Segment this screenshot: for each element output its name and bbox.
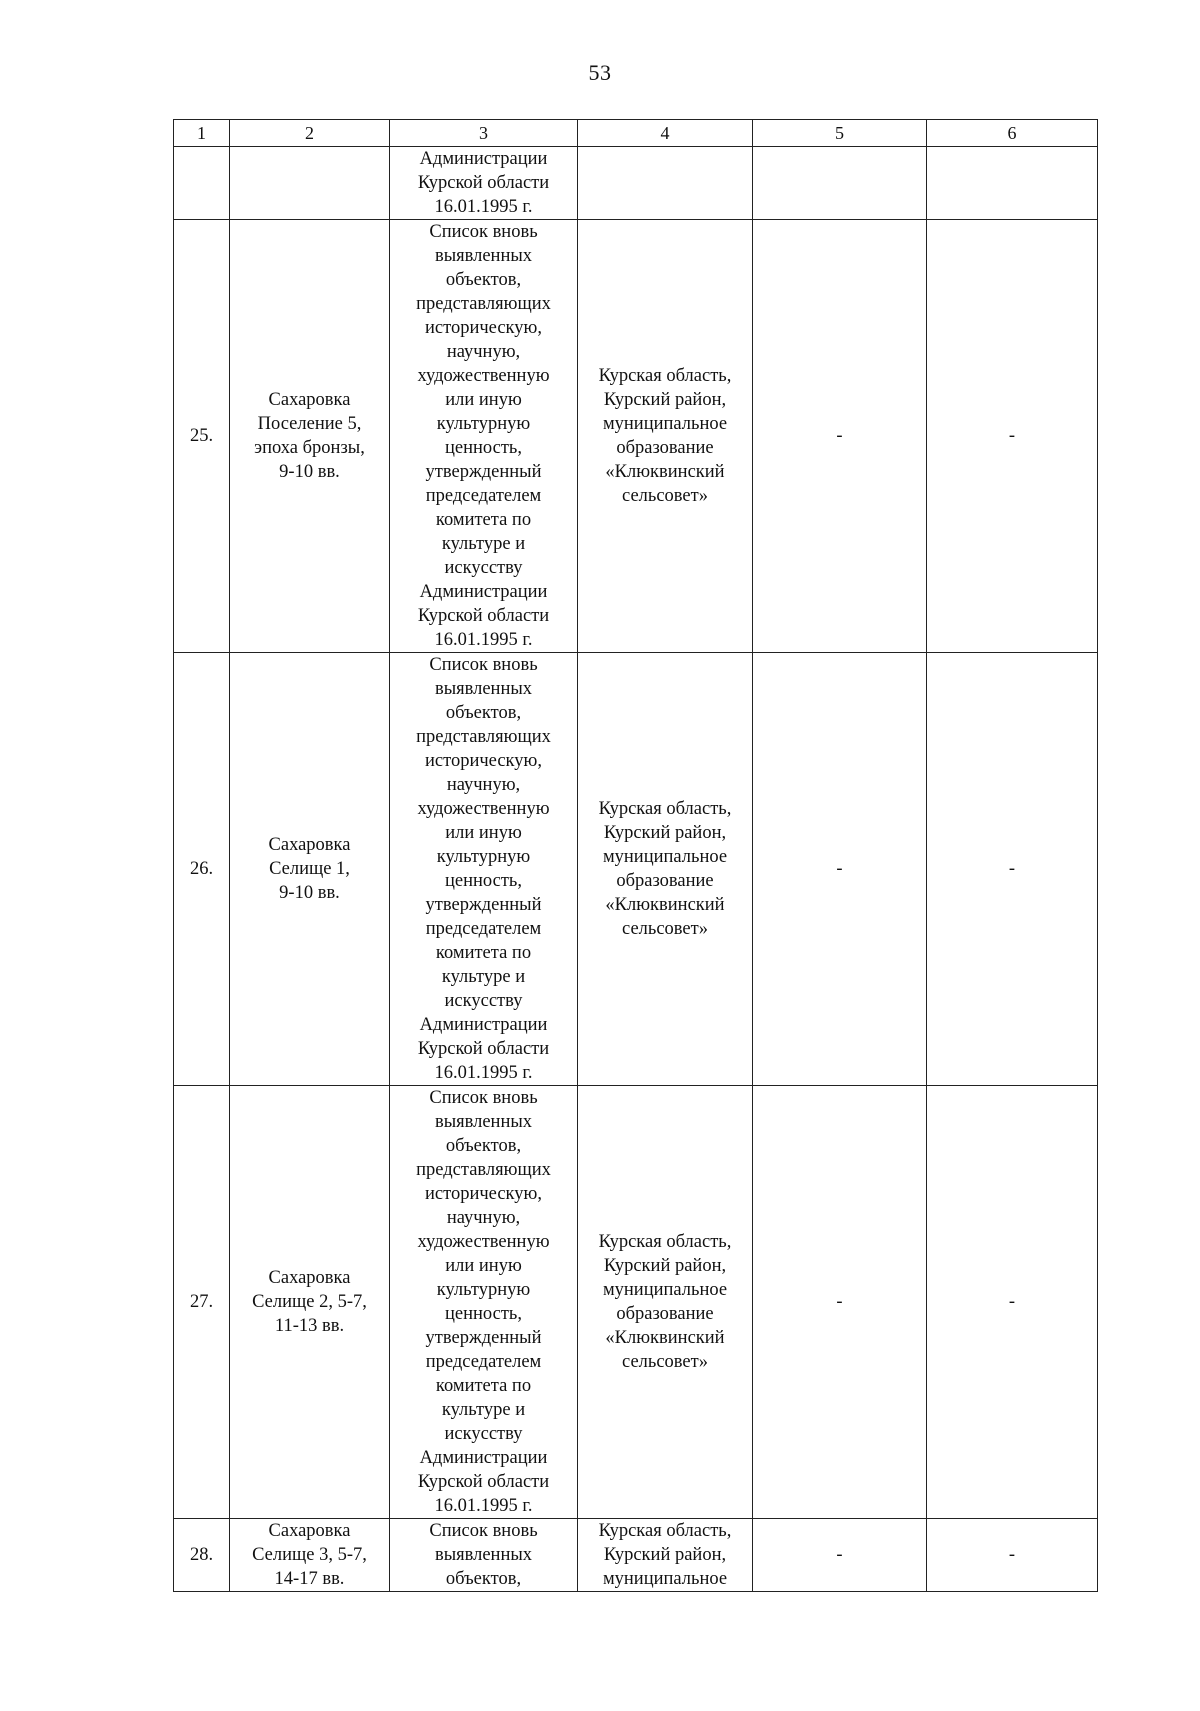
- location-line: муниципальное: [602, 414, 728, 434]
- object-name-line: Селище 2, 5-7,: [252, 1292, 367, 1312]
- location-line: образование: [616, 1304, 714, 1324]
- document-line: историческую,: [425, 1184, 542, 1204]
- dash-value: -: [836, 426, 843, 446]
- document-line: историческую,: [425, 318, 542, 338]
- row-number: 25.: [189, 426, 214, 446]
- document-line: Администрации: [419, 582, 548, 602]
- document-line: Список вновь: [429, 655, 538, 675]
- document-line: культурную: [436, 414, 531, 434]
- document-line: ценность,: [445, 438, 522, 458]
- table-header-row: [174, 120, 1098, 147]
- object-name-line: Селище 1,: [269, 859, 350, 879]
- location-cell: [578, 653, 753, 1086]
- document-line: комитета по: [435, 1376, 532, 1396]
- document-line: ценность,: [445, 871, 522, 891]
- location-line: сельсовет»: [622, 1352, 708, 1372]
- col5-cell: [753, 653, 927, 1086]
- object-name-line: Сахаровка: [268, 1268, 351, 1288]
- row-number: 27.: [189, 1292, 214, 1312]
- document-line: председателем: [425, 486, 542, 506]
- document-line: объектов,: [445, 703, 522, 723]
- location-line: муниципальное: [602, 847, 728, 867]
- document-cell: [390, 653, 578, 1086]
- location-line: сельсовет»: [622, 919, 708, 939]
- table-row: [174, 220, 1098, 653]
- col6-cell: [927, 1086, 1098, 1519]
- document-line: комитета по: [435, 943, 532, 963]
- document-line: или иную: [445, 390, 522, 410]
- dash-value: -: [1008, 426, 1016, 446]
- location-line: Курская область,: [598, 1232, 732, 1252]
- document-line: культурную: [436, 1280, 531, 1300]
- header-cell: 2: [230, 120, 390, 147]
- object-name-line: 14-17 вв.: [274, 1569, 345, 1589]
- document-line: культуре и: [441, 534, 526, 554]
- col6-cell: [927, 147, 1098, 220]
- document-line: утвержденный: [425, 462, 542, 482]
- object-name-cell: [230, 1086, 390, 1519]
- document-line: научную,: [446, 342, 521, 362]
- document-line: представляющих: [416, 1160, 551, 1180]
- dash-value: -: [836, 1292, 843, 1312]
- location-line: «Клюквинский: [605, 895, 725, 915]
- object-name-line: 9-10 вв.: [279, 883, 340, 903]
- row-number: 26.: [189, 859, 214, 879]
- document-line: Администрации: [419, 1015, 548, 1035]
- location-line: образование: [616, 871, 714, 891]
- dash-value: -: [1008, 1545, 1016, 1565]
- document-line: историческую,: [425, 751, 542, 771]
- document-line: комитета по: [435, 510, 532, 530]
- document-line: утвержденный: [425, 895, 542, 915]
- page-number: 53: [588, 60, 612, 85]
- location-line: Курский район,: [603, 1545, 727, 1565]
- header-cell: 6: [927, 120, 1098, 147]
- document-line: утвержденный: [425, 1328, 542, 1348]
- location-line: «Клюквинский: [605, 462, 725, 482]
- object-name-line: 9-10 вв.: [279, 462, 340, 482]
- document-line: представляющих: [416, 294, 551, 314]
- object-name-cell: [230, 147, 390, 220]
- object-name-cell: [230, 653, 390, 1086]
- col6-cell: [927, 653, 1098, 1086]
- row-number-cell: [174, 1519, 230, 1592]
- col5-cell: [753, 1519, 927, 1592]
- dash-value: -: [836, 1545, 843, 1565]
- object-name-line: 11-13 вв.: [274, 1316, 345, 1336]
- table-row: [174, 147, 1098, 220]
- dash-value: -: [1008, 859, 1016, 879]
- col6-cell: [927, 1519, 1098, 1592]
- document-line: художественную: [417, 366, 550, 386]
- document-line: художественную: [417, 799, 550, 819]
- document-line: Администрации: [419, 149, 548, 169]
- monuments-table: [173, 119, 1098, 1592]
- document-cell: [390, 220, 578, 653]
- col5-cell: [753, 147, 927, 220]
- document-line: 16.01.1995 г.: [434, 630, 533, 650]
- location-line: Курская область,: [598, 1521, 732, 1541]
- document-line: Список вновь: [429, 222, 538, 242]
- object-name-line: Селище 3, 5-7,: [252, 1545, 367, 1565]
- document-line: Список вновь: [429, 1521, 538, 1541]
- object-name-line: Поселение 5,: [257, 414, 362, 434]
- location-cell: [578, 1519, 753, 1592]
- document-line: председателем: [425, 1352, 542, 1372]
- document-line: искусству: [444, 558, 523, 578]
- document-line: культурную: [436, 847, 531, 867]
- location-line: сельсовет»: [622, 486, 708, 506]
- header-cell: 5: [753, 120, 927, 147]
- document-line: объектов,: [445, 1569, 522, 1589]
- object-name-line: эпоха бронзы,: [254, 438, 365, 458]
- document-line: председателем: [425, 919, 542, 939]
- row-number: 28.: [189, 1545, 214, 1565]
- row-number-cell: [174, 147, 230, 220]
- document-line: выявленных: [434, 1545, 533, 1565]
- location-line: Курская область,: [598, 366, 732, 386]
- document-line: объектов,: [445, 270, 522, 290]
- dash-value: -: [1008, 1292, 1016, 1312]
- document-line: научную,: [446, 1208, 521, 1228]
- location-line: Курский район,: [603, 1256, 727, 1276]
- object-name-cell: [230, 220, 390, 653]
- col5-cell: [753, 220, 927, 653]
- location-line: муниципальное: [602, 1569, 728, 1589]
- location-cell: [578, 220, 753, 653]
- document-cell: [390, 1519, 578, 1592]
- object-name-cell: [230, 1519, 390, 1592]
- document-line: Список вновь: [429, 1088, 538, 1108]
- table-row: [174, 1519, 1098, 1592]
- document-line: Курской области: [417, 173, 550, 193]
- document-line: Курской области: [417, 1039, 550, 1059]
- document-line: выявленных: [434, 1112, 533, 1132]
- row-number-cell: [174, 220, 230, 653]
- location-line: муниципальное: [602, 1280, 728, 1300]
- row-number-cell: [174, 1086, 230, 1519]
- document-line: ценность,: [445, 1304, 522, 1324]
- object-name-line: Сахаровка: [268, 390, 351, 410]
- document-line: искусству: [444, 991, 523, 1011]
- document-line: выявленных: [434, 679, 533, 699]
- header-cell: 4: [578, 120, 753, 147]
- document-cell: [390, 1086, 578, 1519]
- location-line: Курский район,: [603, 823, 727, 843]
- location-line: образование: [616, 438, 714, 458]
- document-line: 16.01.1995 г.: [434, 197, 533, 217]
- dash-value: -: [836, 859, 843, 879]
- document-line: объектов,: [445, 1136, 522, 1156]
- header-cell: 1: [174, 120, 230, 147]
- header-cell: 3: [390, 120, 578, 147]
- document-cell: [390, 147, 578, 220]
- document-line: 16.01.1995 г.: [434, 1063, 533, 1083]
- table-row: [174, 653, 1098, 1086]
- document-line: искусству: [444, 1424, 523, 1444]
- document-line: культуре и: [441, 967, 526, 987]
- document-line: Администрации: [419, 1448, 548, 1468]
- col6-cell: [927, 220, 1098, 653]
- document-line: художественную: [417, 1232, 550, 1252]
- document-line: культуре и: [441, 1400, 526, 1420]
- location-line: Курская область,: [598, 799, 732, 819]
- location-cell: [578, 147, 753, 220]
- col5-cell: [753, 1086, 927, 1519]
- document-line: научную,: [446, 775, 521, 795]
- document-line: Курской области: [417, 606, 550, 626]
- document-line: выявленных: [434, 246, 533, 266]
- object-name-line: Сахаровка: [268, 835, 351, 855]
- location-line: «Клюквинский: [605, 1328, 725, 1348]
- location-cell: [578, 1086, 753, 1519]
- document-line: или иную: [445, 1256, 522, 1276]
- row-number-cell: [174, 653, 230, 1086]
- table-row: [174, 1086, 1098, 1519]
- document-line: 16.01.1995 г.: [434, 1496, 533, 1516]
- location-line: Курский район,: [603, 390, 727, 410]
- document-line: представляющих: [416, 727, 551, 747]
- document-line: Курской области: [417, 1472, 550, 1492]
- document-line: или иную: [445, 823, 522, 843]
- object-name-line: Сахаровка: [268, 1521, 351, 1541]
